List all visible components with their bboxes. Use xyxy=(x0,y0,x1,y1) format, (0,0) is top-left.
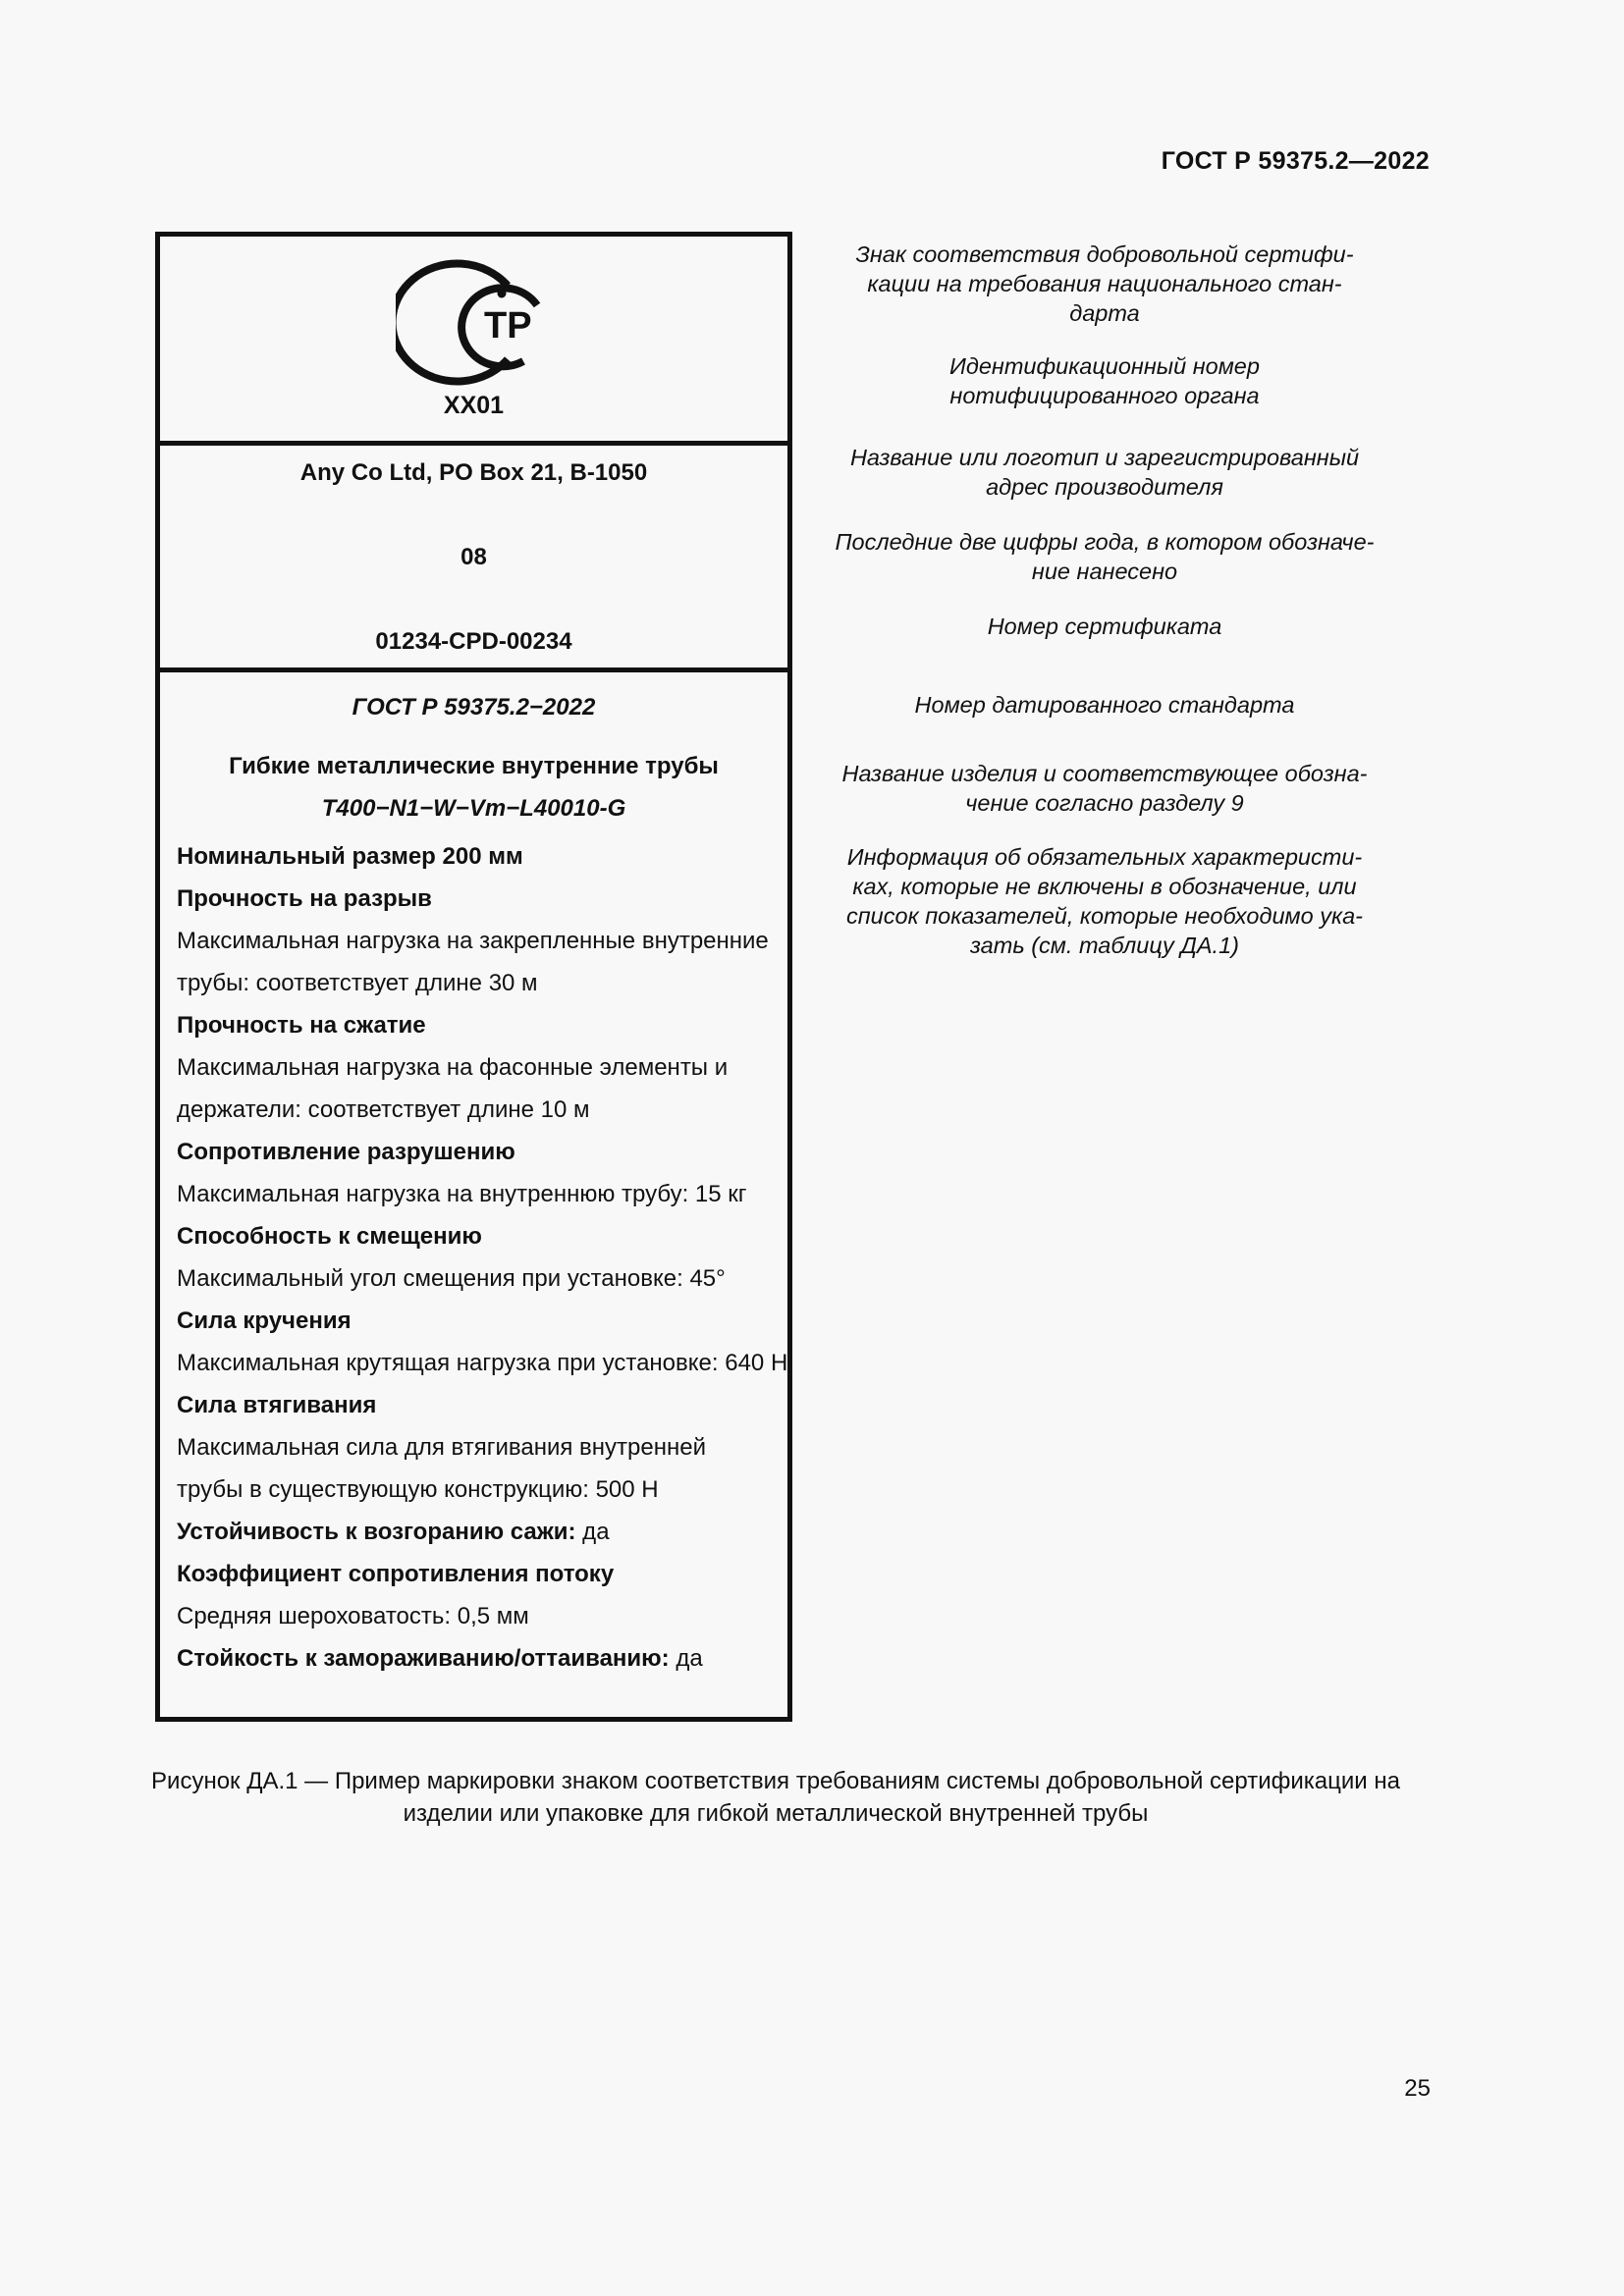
properties-list xyxy=(177,835,787,1680)
annotation-year: Последние две цифры года, в котором обозначе- ние нанесено xyxy=(835,529,1375,584)
property-line: Коэффициент сопротивления потоку xyxy=(177,1561,615,1587)
property-line: Сила втягивания xyxy=(177,1392,377,1418)
notified-body-id: XX01 xyxy=(443,392,505,419)
marking-label xyxy=(155,232,792,1722)
property-line: Максимальная крутящая нагрузка при установке: 640 Н xyxy=(177,1350,788,1376)
property-line: Номинальный размер 200 мм xyxy=(177,843,523,870)
property-line: Средняя шероховатость: 0,5 мм xyxy=(177,1603,529,1629)
mark-letters: ТР xyxy=(484,305,532,347)
conformity-mark-logo xyxy=(396,246,553,394)
page-number: 25 xyxy=(1404,2075,1431,2102)
certificate-number: 01234-CPD-00234 xyxy=(375,628,572,655)
property-line: трубы в существующую конструкцию: 500 Н xyxy=(177,1476,659,1503)
property-line: Прочность на сжатие xyxy=(177,1012,426,1039)
manufacturer-section xyxy=(160,446,787,672)
document-code: ГОСТ Р 59375.2—2022 xyxy=(1161,147,1430,175)
figure-caption: Рисунок ДА.1 — Пример маркировки знаком соответствия требованиям системы добровольной сертификации на изделии или упаковке для гибкой металлической внутренней трубы xyxy=(151,1768,1400,1827)
property-line: Максимальный угол смещения при установке: 45° xyxy=(177,1265,726,1292)
annotation-mark: Знак соответствия добровольной сертифи- кации на требования национального стан- дарта xyxy=(855,241,1354,326)
product-name: Гибкие металлические внутренние трубы xyxy=(229,753,719,779)
property-line: Способность к смещению xyxy=(177,1223,482,1250)
logo-section xyxy=(160,237,787,446)
property-line: держатели: соответствует длине 10 м xyxy=(177,1096,590,1123)
annotation-body-id: Идентификационный номер нотифицированного органа xyxy=(949,353,1260,408)
property-line: Прочность на разрыв xyxy=(177,885,432,912)
property-line: Устойчивость к возгоранию сажи: да xyxy=(177,1519,610,1545)
property-line: Максимальная нагрузка на закрепленные внутренние xyxy=(177,928,769,954)
product-designation: T400−N1−W−Vm−L40010-G xyxy=(321,795,626,822)
property-line: Сила кручения xyxy=(177,1308,352,1334)
annotation-manufacturer: Название или логотип и зарегистрированный адрес производителя xyxy=(849,445,1360,500)
standard-number: ГОСТ Р 59375.2−2022 xyxy=(352,694,596,721)
property-line: трубы: соответствует длине 30 м xyxy=(177,970,538,996)
annotation-info: Информация об обязательных характеристи- ках, которые не включены в обозначение, или список показателей, которые необходимо ука- зать (см. таблицу ДА.1) xyxy=(846,844,1363,958)
property-line: Максимальная сила для втягивания внутренней xyxy=(177,1434,706,1461)
property-line: Максимальная нагрузка на внутреннюю трубу: 15 кг xyxy=(177,1181,747,1207)
annotation-standard: Номер датированного стандарта xyxy=(914,692,1295,718)
manufacturer-address: Any Co Ltd, PO Box 21, B-1050 xyxy=(299,459,648,486)
property-line: Максимальная нагрузка на фасонные элементы и xyxy=(177,1054,729,1081)
annotation-certificate: Номер сертификата xyxy=(987,614,1222,639)
year-digits: 08 xyxy=(460,544,487,570)
property-line: Стойкость к замораживанию/оттаиванию: да xyxy=(177,1645,703,1672)
annotation-product: Название изделия и соответствующее обозна- чение согласно разделу 9 xyxy=(841,761,1368,816)
property-line: Сопротивление разрушению xyxy=(177,1139,515,1165)
